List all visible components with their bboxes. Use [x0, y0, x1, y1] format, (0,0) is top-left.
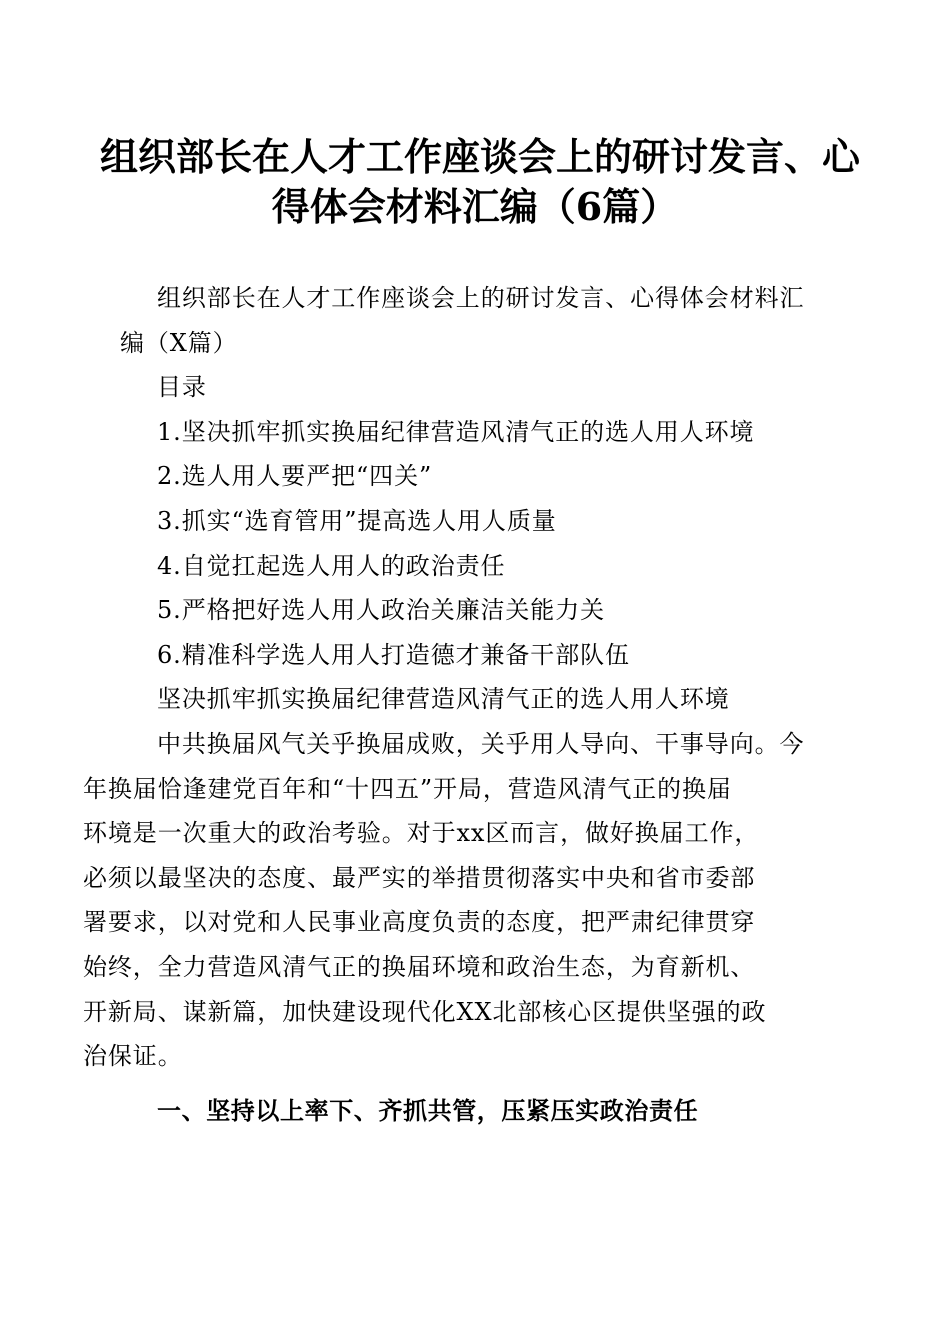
paragraph-line-6: 始终，全力营造风清气正的换届环境和政治生态，为育新机、 [83, 952, 756, 981]
paragraph-line-1: 中共换届风气关乎换届成败，关乎用人导向、干事导向。今 [157, 729, 805, 758]
section-heading-1: 一、坚持以上率下、齐抓共管，压紧压实政治责任 [157, 1096, 699, 1125]
title-line-1: 组织部长在人才工作座谈会上的研讨发言、心 [100, 134, 861, 179]
toc-label: 目录 [157, 373, 207, 402]
paragraph-line-3: 环境是一次重大的政治考验。对于xx区而言，做好换届工作， [83, 819, 760, 848]
document-body [83, 276, 830, 1133]
toc-item-6: 6.精准科学选人用人打造德才兼备干部队伍 [157, 640, 630, 669]
toc-item-5: 5.严格把好选人用人政治关廉洁关能力关 [157, 596, 605, 625]
toc-item-1: 1.坚决抓牢抓实换届纪律营造风清气正的选人用人环境 [157, 417, 755, 446]
table-of-contents [120, 410, 830, 678]
section-title: 坚决抓牢抓实换届纪律营造风清气正的选人用人环境 [157, 685, 730, 714]
intro-line-2: 编（X篇） [120, 328, 238, 357]
toc-item-4: 4.自觉扛起选人用人的政治责任 [157, 551, 506, 580]
toc-item-2: 2.选人用人要严把“四关” [157, 462, 433, 491]
paragraph-line-5: 署要求，以对党和人民事业高度负责的态度，把严肃纪律贯穿 [83, 908, 756, 937]
document-title [100, 132, 861, 232]
paragraph-line-2: 年换届恰逢建党百年和“十四五”开局，营造风清气正的换届 [83, 774, 732, 803]
title-line-2: 得体会材料汇编（6篇） [271, 184, 679, 229]
intro-paragraph [120, 276, 830, 365]
paragraph-line-7: 开新局、谋新篇，加快建设现代化XX北部核心区提供坚强的政 [83, 997, 767, 1026]
paragraph-line-4: 必须以最坚决的态度、最严实的举措贯彻落实中央和省市委部 [83, 863, 756, 892]
paragraph-line-8: 治保证。 [83, 1042, 183, 1071]
toc-item-3: 3.抓实“选育管用”提高选人用人质量 [157, 506, 557, 535]
body-paragraph [83, 722, 830, 1079]
intro-line-1: 组织部长在人才工作座谈会上的研讨发言、心得体会材料汇 [157, 284, 805, 312]
